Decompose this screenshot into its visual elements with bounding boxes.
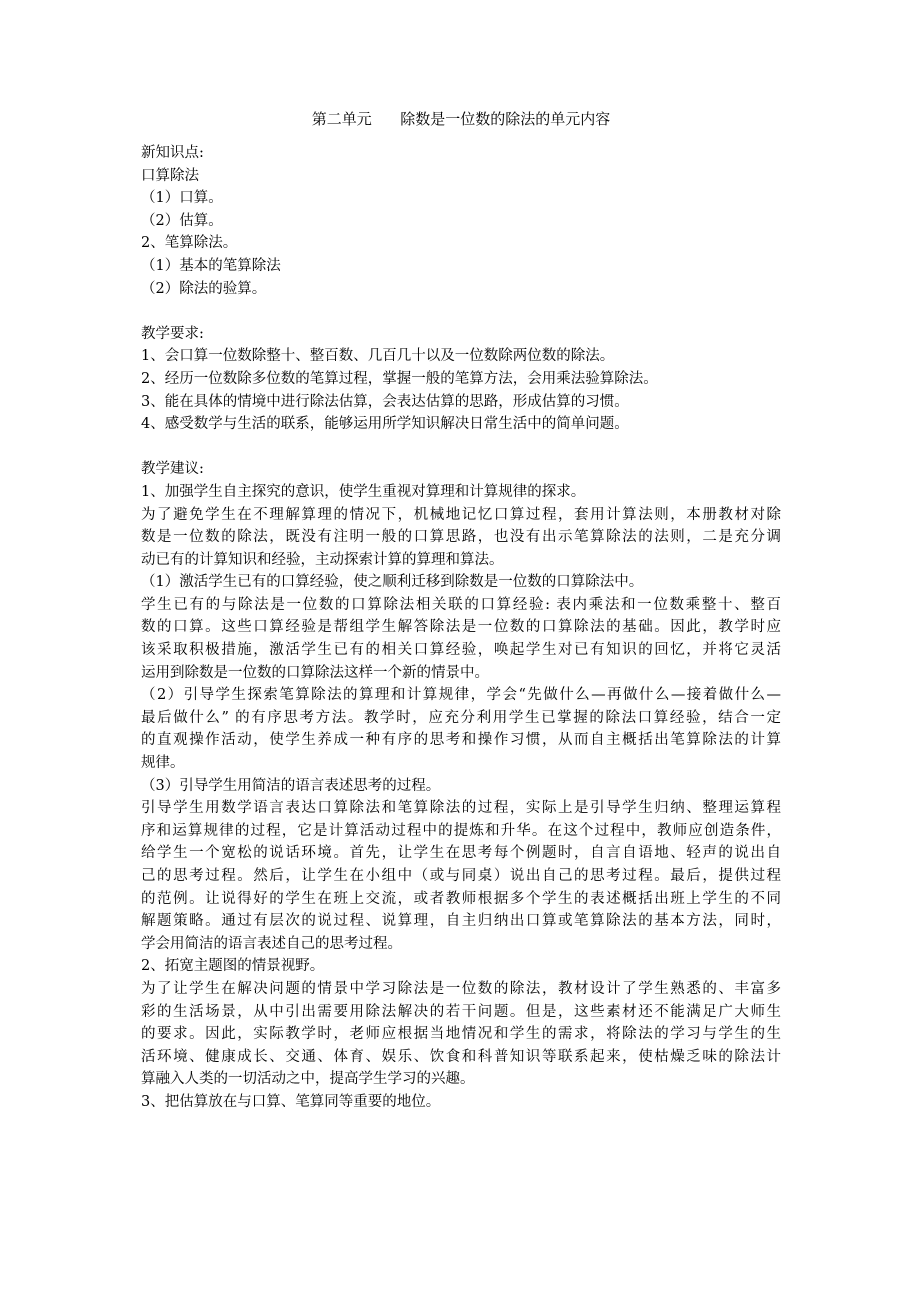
- section-heading: 教学建议:: [141, 461, 204, 478]
- paragraph-line: 给学生一个宽松的说话环境。首先，让学生在思考每个例题时，自言自语地、轻声的说出自: [141, 845, 781, 862]
- paragraph-title: 2、拓宽主题图的情景视野。: [141, 958, 325, 975]
- suggestions-section: [141, 458, 781, 1113]
- paragraph-line: 解题策略。通过有层次的说过程、说算理，自主归纳出口算或笔算除法的基本方法，同时，: [141, 913, 781, 930]
- paragraph: [141, 978, 781, 1091]
- list-item: （1）口算。: [141, 190, 223, 207]
- list-item: 4、感受数学与生活的联系，能够运用所学知识解决日常生活中的简单问题。: [141, 416, 629, 433]
- spacer: [141, 436, 781, 459]
- paragraph-line: 活环境、健康成长、交通、体育、娱乐、饮食和科普知识等联系起来，使枯燥乏味的除法计: [141, 1048, 781, 1065]
- subsection-title: （3）引导学生用简洁的语言表述思考的过程。: [141, 777, 441, 794]
- paragraph-line: 的要求。因此，实际教学时，老师应根据当地情况和学生的需求，将除法的学习与学生的生: [141, 1026, 781, 1043]
- paragraph-line: 学会用简洁的语言表述自己的思考过程。: [141, 935, 402, 952]
- paragraph-line: 引导学生用数学语言表达口算除法和笔算除法的过程，实际上是引导学生归纳、整理运算程: [141, 800, 781, 817]
- paragraph-line: 的范例。让说得好的学生在班上交流，或者教师根据多个学生的表述概括出班上学生的不同: [141, 890, 781, 907]
- paragraph-line: 学生已有的与除法是一位数的口算除法相关联的口算经验: 表内乘法和一位数乘整十、整百: [141, 596, 781, 613]
- paragraph: [141, 594, 781, 684]
- list-item: 口算除法: [141, 167, 199, 184]
- paragraph-line: 数的口算。这些口算经验是帮组学生解答除法是一位数的口算除法的基础。因此，教学时应: [141, 619, 781, 636]
- paragraph-line: 数是一位数的除法，既没有注明一般的口算思路，也没有出示笔算除法的法则，二是充分调: [141, 529, 781, 546]
- paragraph-line: 规律。: [141, 755, 185, 772]
- paragraph: [141, 504, 781, 572]
- list-item: （2）除法的验算。: [141, 280, 267, 297]
- list-item: 2、笔算除法。: [141, 235, 238, 252]
- paragraph: [141, 797, 781, 955]
- paragraph-line: 序和运算规律的过程，它是计算活动过程中的提炼和升华。在这个过程中，教师应创造条件，: [141, 822, 781, 839]
- paragraph-line: 算融入人类的一切活动之中，提高学生学习的兴趣。: [141, 1071, 475, 1088]
- spacer: [141, 300, 781, 323]
- section-heading: 教学要求:: [141, 325, 204, 342]
- paragraph-line: 的直观操作活动，使学生养成一种有序的思考和操作习惯，从而自主概括出笔算除法的计算: [141, 732, 781, 749]
- paragraph-line: （2）引导学生探索笔算除法的算理和计算规律，学会“先做什么—再做什么—接着做什么—: [141, 687, 781, 704]
- paragraph-line: 最后做什么” 的有序思考方法。教学时，应充分利用学生已掌握的除法口算经验，结合一定: [141, 709, 781, 726]
- list-item: （2）估算。: [141, 212, 223, 229]
- paragraph-line: 己的思考过程。然后，让学生在小组中（或与同桌）说出自己的思考过程。最后，提供过程: [141, 868, 781, 884]
- paragraph-line: 运用到除数是一位数的口算除法这样一个新的情景中。: [141, 664, 489, 681]
- paragraph-line: 动已有的计算知识和经验，主动探索计算的算理和算法。: [141, 551, 504, 568]
- paragraph-title: 3、把估算放在与口算、笔算同等重要的地位。: [141, 1093, 441, 1110]
- paragraph-line: 为了避免学生在不理解算理的情况下，机械地记忆口算过程，套用计算法则，本册教材对除: [141, 506, 781, 523]
- document-page: [141, 108, 781, 1114]
- page-title: 第二单元 除数是一位数的除法的单元内容: [311, 110, 611, 128]
- list-item: 3、能在具体的情境中进行除法估算，会表达估算的思路，形成估算的习惯。: [141, 393, 629, 410]
- paragraph-line: 该采取积极措施，激活学生已有的相关口算经验，唤起学生对已有知识的回忆，并将它灵活: [141, 642, 781, 659]
- paragraph: [141, 684, 781, 774]
- requirements-section: [141, 323, 781, 436]
- new-knowledge-section: [141, 142, 781, 300]
- paragraph-line: 为了让学生在解决问题的情景中学习除法是一位数的除法，教材设计了学生熟悉的、丰富多: [141, 980, 781, 997]
- list-item: （1）基本的笔算除法: [141, 257, 281, 274]
- section-heading: 新知识点:: [141, 145, 204, 161]
- subsection-title: （1）激活学生已有的口算经验，使之顺利迁移到除数是一位数的口算除法中。: [141, 574, 644, 591]
- list-item: 1、会口算一位数除整十、整百数、几百几十以及一位数除两位数的除法。: [141, 348, 615, 365]
- paragraph-title: 1、加强学生自主探究的意识，使学生重视对算理和计算规律的探求。: [141, 483, 586, 500]
- paragraph-line: 彩的生活场景，从中引出需要用除法解决的若干问题。但是，这些素材还不能满足广大师生: [141, 1003, 781, 1020]
- list-item: 2、经历一位数除多位数的笔算过程，掌握一般的笔算方法，会用乘法验算除法。: [141, 370, 658, 387]
